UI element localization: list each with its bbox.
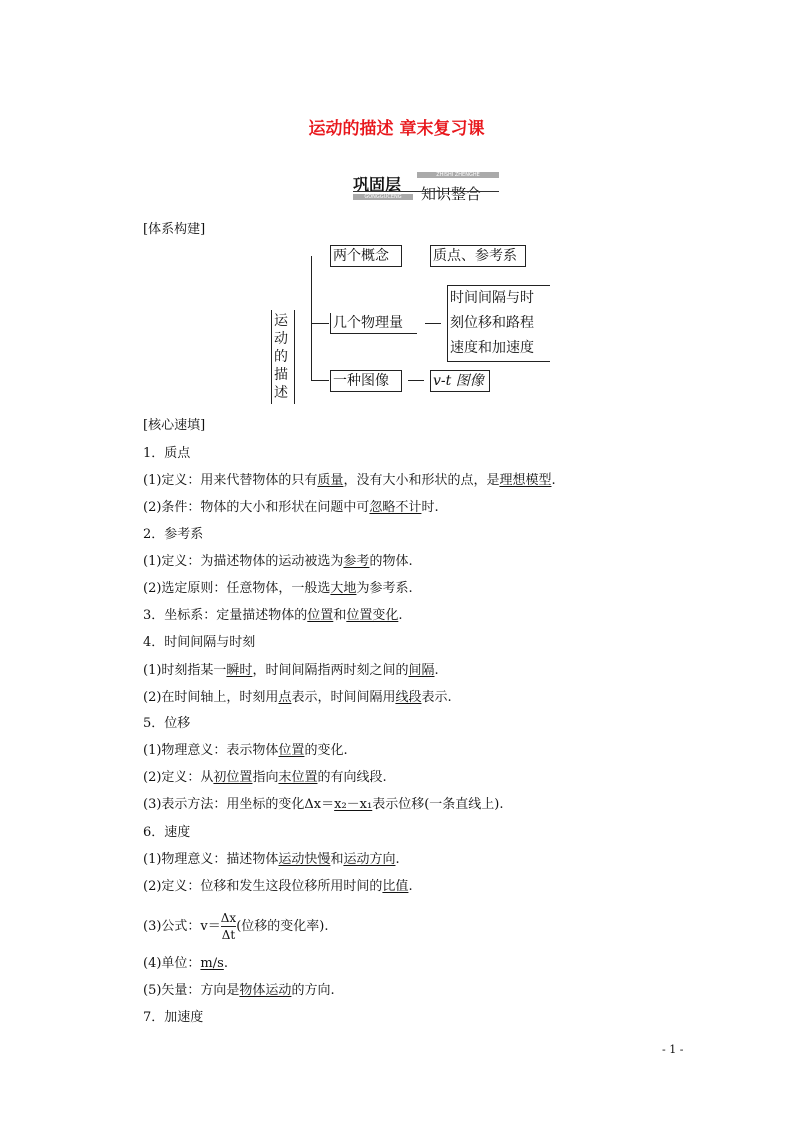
text-segment: 的变化. <box>304 743 348 758</box>
answer-blank: 物体运动 <box>239 983 292 998</box>
text-line <box>143 496 439 515</box>
text-line <box>143 821 190 840</box>
badge-right-sub: ZHISHI ZHENGHE <box>417 172 499 178</box>
text-line <box>143 1006 203 1025</box>
text-segment: 指向 <box>252 770 279 785</box>
text-line <box>143 469 556 488</box>
fraction-num: Δx <box>220 911 237 925</box>
text-segment: . <box>395 852 400 867</box>
text-segment: (位移的变化率). <box>236 919 329 934</box>
target-box-multiline <box>447 285 550 362</box>
fraction-den: Δt <box>221 928 236 942</box>
target-line: 时间间隔与时 <box>450 290 534 306</box>
text-segment: [核心速填] <box>143 418 206 433</box>
text-segment: 和 <box>333 608 347 623</box>
text-segment: (2)在时间轴上，时刻用 <box>143 690 279 705</box>
text-segment: 的物体. <box>369 554 413 569</box>
text-segment: 为参考系. <box>356 581 413 596</box>
text-line <box>143 523 203 542</box>
text-line <box>143 739 348 758</box>
answer-blank: 线段 <box>395 690 422 705</box>
answer-blank: 点 <box>278 690 292 705</box>
text-segment: (1)定义：为描述物体的运动被选为 <box>143 554 344 569</box>
text-line <box>143 631 255 650</box>
text-line <box>143 712 190 731</box>
text-segment: (1)定义：用来代替物体的只有 <box>143 473 318 488</box>
text-segment: . <box>223 956 228 971</box>
text-segment: (5)矢量：方向是 <box>143 983 240 998</box>
connector <box>311 323 329 324</box>
text-segment: 表示. <box>421 690 452 705</box>
text-segment: 6．速度 <box>143 825 191 840</box>
text-segment: 和 <box>330 852 344 867</box>
answer-blank: 瞬时 <box>226 663 253 678</box>
text-line <box>143 577 413 596</box>
badge-left: 巩固层 <box>353 175 402 194</box>
answer-blank: 比值 <box>382 879 409 894</box>
diagram-trunk <box>311 256 312 381</box>
answer-blank: m/s <box>200 956 224 971</box>
text-segment: . <box>398 608 403 623</box>
badge-right: 知识整合 <box>421 185 482 203</box>
answer-blank: 初位置 <box>213 770 253 785</box>
text-segment: . <box>408 879 413 894</box>
text-segment: (1)物理意义：描述物体 <box>143 852 279 867</box>
branch-box: 几个物理量 <box>330 313 417 334</box>
diagram-root: 运动的描述 <box>271 310 295 404</box>
answer-blank: 位置变化 <box>346 608 399 623</box>
text-line <box>143 442 190 461</box>
answer-blank: 大地 <box>330 581 357 596</box>
text-line <box>143 766 387 785</box>
page-number: - 1 - <box>662 1043 684 1056</box>
text-segment: . <box>434 663 439 678</box>
section-heading: [体系构建] <box>143 222 206 237</box>
answer-blank: 间隔 <box>408 663 435 678</box>
text-segment: (2)定义：从 <box>143 770 214 785</box>
badge-left-sub: GONGGUCENG <box>353 194 413 200</box>
answer-blank: 质量 <box>317 473 344 488</box>
text-line <box>143 604 402 623</box>
text-line <box>143 686 452 705</box>
connector <box>408 380 424 381</box>
text-segment: (1)时刻指某一 <box>143 663 227 678</box>
text-segment: . <box>551 473 556 488</box>
text-segment: (2)选定原则：任意物体，一般选 <box>143 581 331 596</box>
connector <box>425 323 441 324</box>
text-segment: (4)单位： <box>143 956 201 971</box>
text-segment: 时. <box>421 500 439 515</box>
connector <box>311 380 329 381</box>
section-heading <box>143 414 205 433</box>
answer-blank: 位置 <box>307 608 334 623</box>
text-segment: 1．质点 <box>143 446 191 461</box>
answer-blank: 运动方向 <box>343 852 396 867</box>
badge-divider <box>353 191 499 192</box>
text-segment: 5．位移 <box>143 716 191 731</box>
text-line <box>143 793 504 812</box>
text-line <box>143 952 228 971</box>
text-segment: 2．参考系 <box>143 527 204 542</box>
text-segment: 7．加速度 <box>143 1010 204 1025</box>
answer-blank: 位置 <box>278 743 305 758</box>
text-segment: 4．时间间隔与时刻 <box>143 635 256 650</box>
answer-blank: 参考 <box>343 554 370 569</box>
text-segment: 的有向线段. <box>317 770 387 785</box>
text-segment: (2)定义：位移和发生这段位移所用时间的 <box>143 879 383 894</box>
text-line <box>143 875 413 894</box>
text-segment: 的方向. <box>291 983 335 998</box>
target-line: 速度和加速度 <box>450 340 534 356</box>
section-badge <box>353 170 499 204</box>
target-box: v-t 图像 <box>430 370 490 392</box>
branch-box: 两个概念 <box>330 245 402 267</box>
answer-blank: 运动快慢 <box>278 852 331 867</box>
text-line <box>143 910 328 943</box>
answer-blank: 末位置 <box>278 770 318 785</box>
text-line <box>143 979 335 998</box>
text-line <box>143 550 413 569</box>
page-title: 运动的描述 章末复习课 <box>308 119 485 139</box>
fraction <box>221 910 236 943</box>
text-segment: (2)条件：物体的大小和形状在问题中可 <box>143 500 370 515</box>
target-line: 刻位移和路程 <box>450 315 534 331</box>
target-box: 质点、参考系 <box>430 245 526 267</box>
text-segment: (3)公式：v＝ <box>143 919 221 934</box>
branch-box: 一种图像 <box>330 370 402 392</box>
text-segment: (1)物理意义：表示物体 <box>143 743 279 758</box>
text-segment: 3．坐标系：定量描述物体的 <box>143 608 308 623</box>
answer-blank: 理想模型 <box>499 473 552 488</box>
answer-blank: 忽略不计 <box>369 500 422 515</box>
text-segment: (3)表示方法：用坐标的变化Δx＝ <box>143 797 335 812</box>
text-line <box>143 659 439 678</box>
text-segment: 表示，时间间隔用 <box>291 690 396 705</box>
text-segment: 表示位移(一条直线上). <box>372 797 504 812</box>
text-segment: ，没有大小和形状的点，是 <box>343 473 500 488</box>
answer-blank: x₂－x₁ <box>334 797 373 812</box>
text-line <box>143 848 400 867</box>
text-segment: ，时间间隔指两时刻之间的 <box>252 663 409 678</box>
